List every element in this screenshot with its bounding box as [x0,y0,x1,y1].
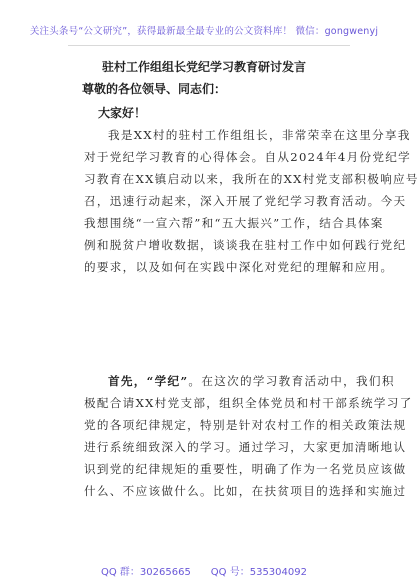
paragraph-line: 对于党纪学习教育的心得体会。自从2024年4月份党纪学 [84,150,412,164]
header-divider [68,45,350,46]
document-title: 驻村工作组组长党纪学习教育研讨发言 [101,60,306,74]
section-lead: 首先，“学纪” [108,374,189,388]
paragraph-line: 我是XX村的驻村工作组组长，非常荣幸在这里分享我 [108,128,411,142]
paragraph-line: 我想围绕“一宣六帮”和“五大振兴”工作，结合具体案 [84,216,384,230]
paragraph-line: 召，迅速行动起来，深入开展了党纪学习教育活动。今天 [84,194,407,208]
paragraph-first-line-rest: 。在这次的学习教育活动中，我们积 [188,374,395,388]
header-note: 关注头条号“公文研究”，获得最新最全最专业的公文资料库！ 微信：gongwenyj [29,26,379,37]
paragraph-line: 的要求，以及如何在实践中深化对党纪的理解和应用。 [84,260,394,274]
paragraph-intro [84,124,419,278]
paragraph-line: 党的各项纪律规定，特别是针对农村工作的相关政策法规 [84,418,407,432]
paragraph-line: 进行系统细致深入的学习。通过学习，大家更加清晰地认 [84,440,407,454]
paragraph-study-discipline [84,370,413,502]
footer-contact: QQ 群：30265665 QQ 号：535304092 [100,567,307,578]
paragraph-line: 什么、不应该做什么。比如，在扶贫项目的选择和实施过 [84,484,407,498]
greeting: 大家好！ [98,106,147,120]
paragraph-first-line [84,370,395,392]
paragraph-line: 例和脱贫户增收数据，谈谈我在驻村工作中如何践行党纪 [84,238,407,252]
paragraph-line: 习教育在XX镇启动以来，我所在的XX村党支部积极响应号 [84,172,419,186]
salutation: 尊敬的各位领导、同志们： [82,82,227,96]
paragraph-line: 识到党的纪律规矩的重要性，明确了作为一名党员应该做 [84,462,407,476]
paragraph-line: 极配合请XX村党支部，组织全体党员和村干部系统学习了 [84,396,413,410]
